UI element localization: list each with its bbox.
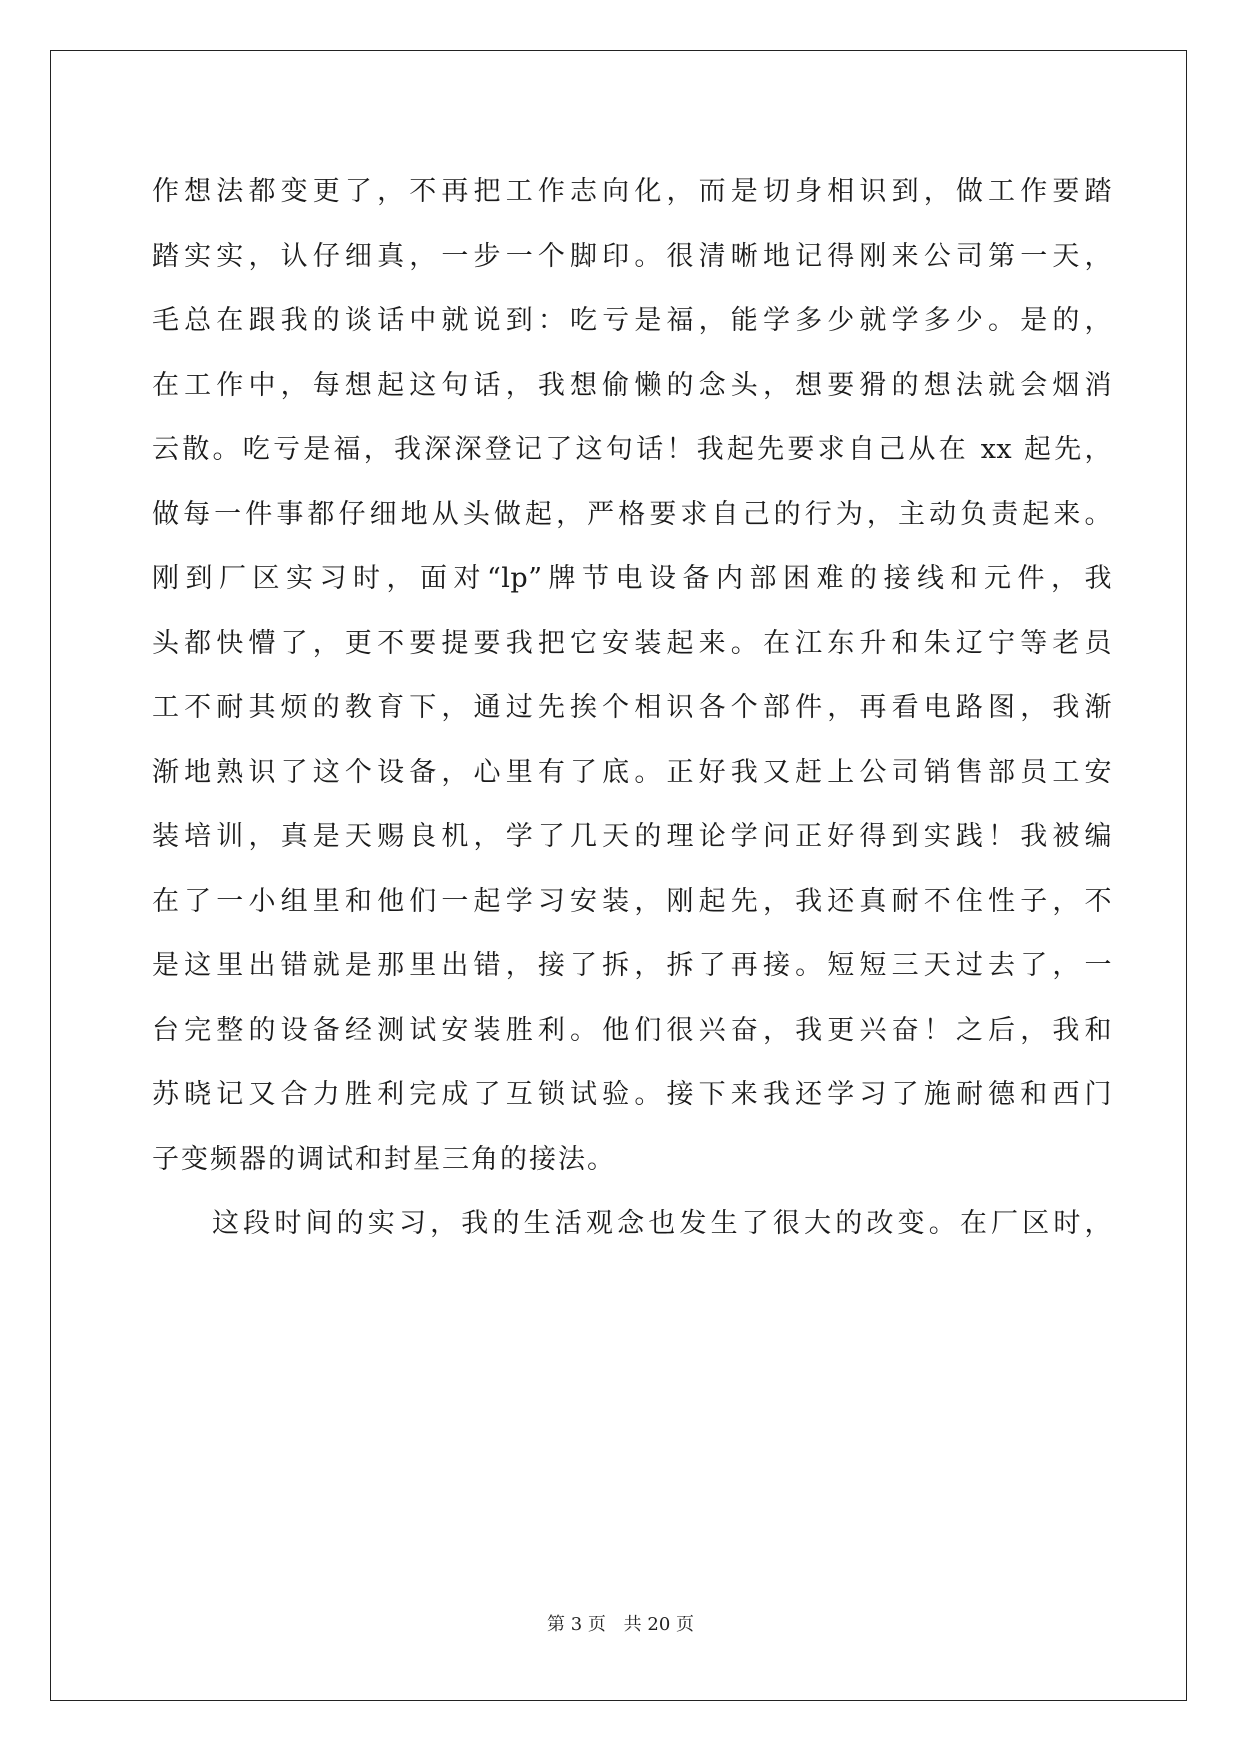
text-line: 装培训，真是天赐良机，学了几天的理论学问正好得到实践！我被编 bbox=[152, 821, 1112, 852]
text-line: 在了一小组里和他们一起学习安装，刚起先，我还真耐不住性子，不 bbox=[152, 885, 1112, 917]
page-footer bbox=[0, 1610, 1241, 1636]
text-line: 子变频器的调试和封星三角的接法。 bbox=[152, 1143, 616, 1175]
text-line-paragraph-start: 这段时间的实习，我的生活观念也发生了很大的改变。在厂区时， bbox=[212, 1208, 1112, 1239]
page-total: 共 20 页 bbox=[623, 1614, 694, 1635]
page-number: 第 3 页 bbox=[547, 1614, 606, 1635]
text-line: 踏实实，认仔细真，一步一个脚印。很清晰地记得刚来公司第一天， bbox=[152, 240, 1112, 272]
text-line: 头都快懵了，更不要提要我把它安装起来。在江东升和朱辽宁等老员 bbox=[152, 627, 1112, 659]
text-line: 云散。吃亏是福，我深深登记了这句话！我起先要求自己从在 xx 起先， bbox=[152, 434, 1112, 465]
document-body bbox=[152, 160, 1112, 1257]
text-line: 刚到厂区实习时，面对“lp”牌节电设备内部困难的接线和元件，我 bbox=[152, 563, 1112, 594]
text-line: 渐地熟识了这个设备，心里有了底。正好我又赶上公司销售部员工安 bbox=[152, 756, 1112, 788]
text-line: 做每一件事都仔细地从头做起，严格要求自己的行为，主动负责起来。 bbox=[152, 498, 1112, 530]
text-line: 苏晓记又合力胜利完成了互锁试验。接下来我还学习了施耐德和西门 bbox=[152, 1079, 1112, 1110]
text-line: 作想法都变更了，不再把工作志向化，而是切身相识到，做工作要踏 bbox=[152, 176, 1112, 207]
text-line: 毛总在跟我的谈话中就说到：吃亏是福，能学多少就学多少。是的， bbox=[152, 305, 1112, 336]
text-line: 在工作中，每想起这句话，我想偷懒的念头，想要猾的想法就会烟消 bbox=[152, 369, 1112, 401]
text-line: 是这里出错就是那里出错，接了拆，拆了再接。短短三天过去了，一 bbox=[152, 950, 1112, 981]
text-line: 台完整的设备经测试安装胜利。他们很兴奋，我更兴奋！之后，我和 bbox=[152, 1014, 1112, 1046]
text-line: 工不耐其烦的教育下，通过先挨个相识各个部件，再看电路图，我渐 bbox=[152, 692, 1112, 723]
